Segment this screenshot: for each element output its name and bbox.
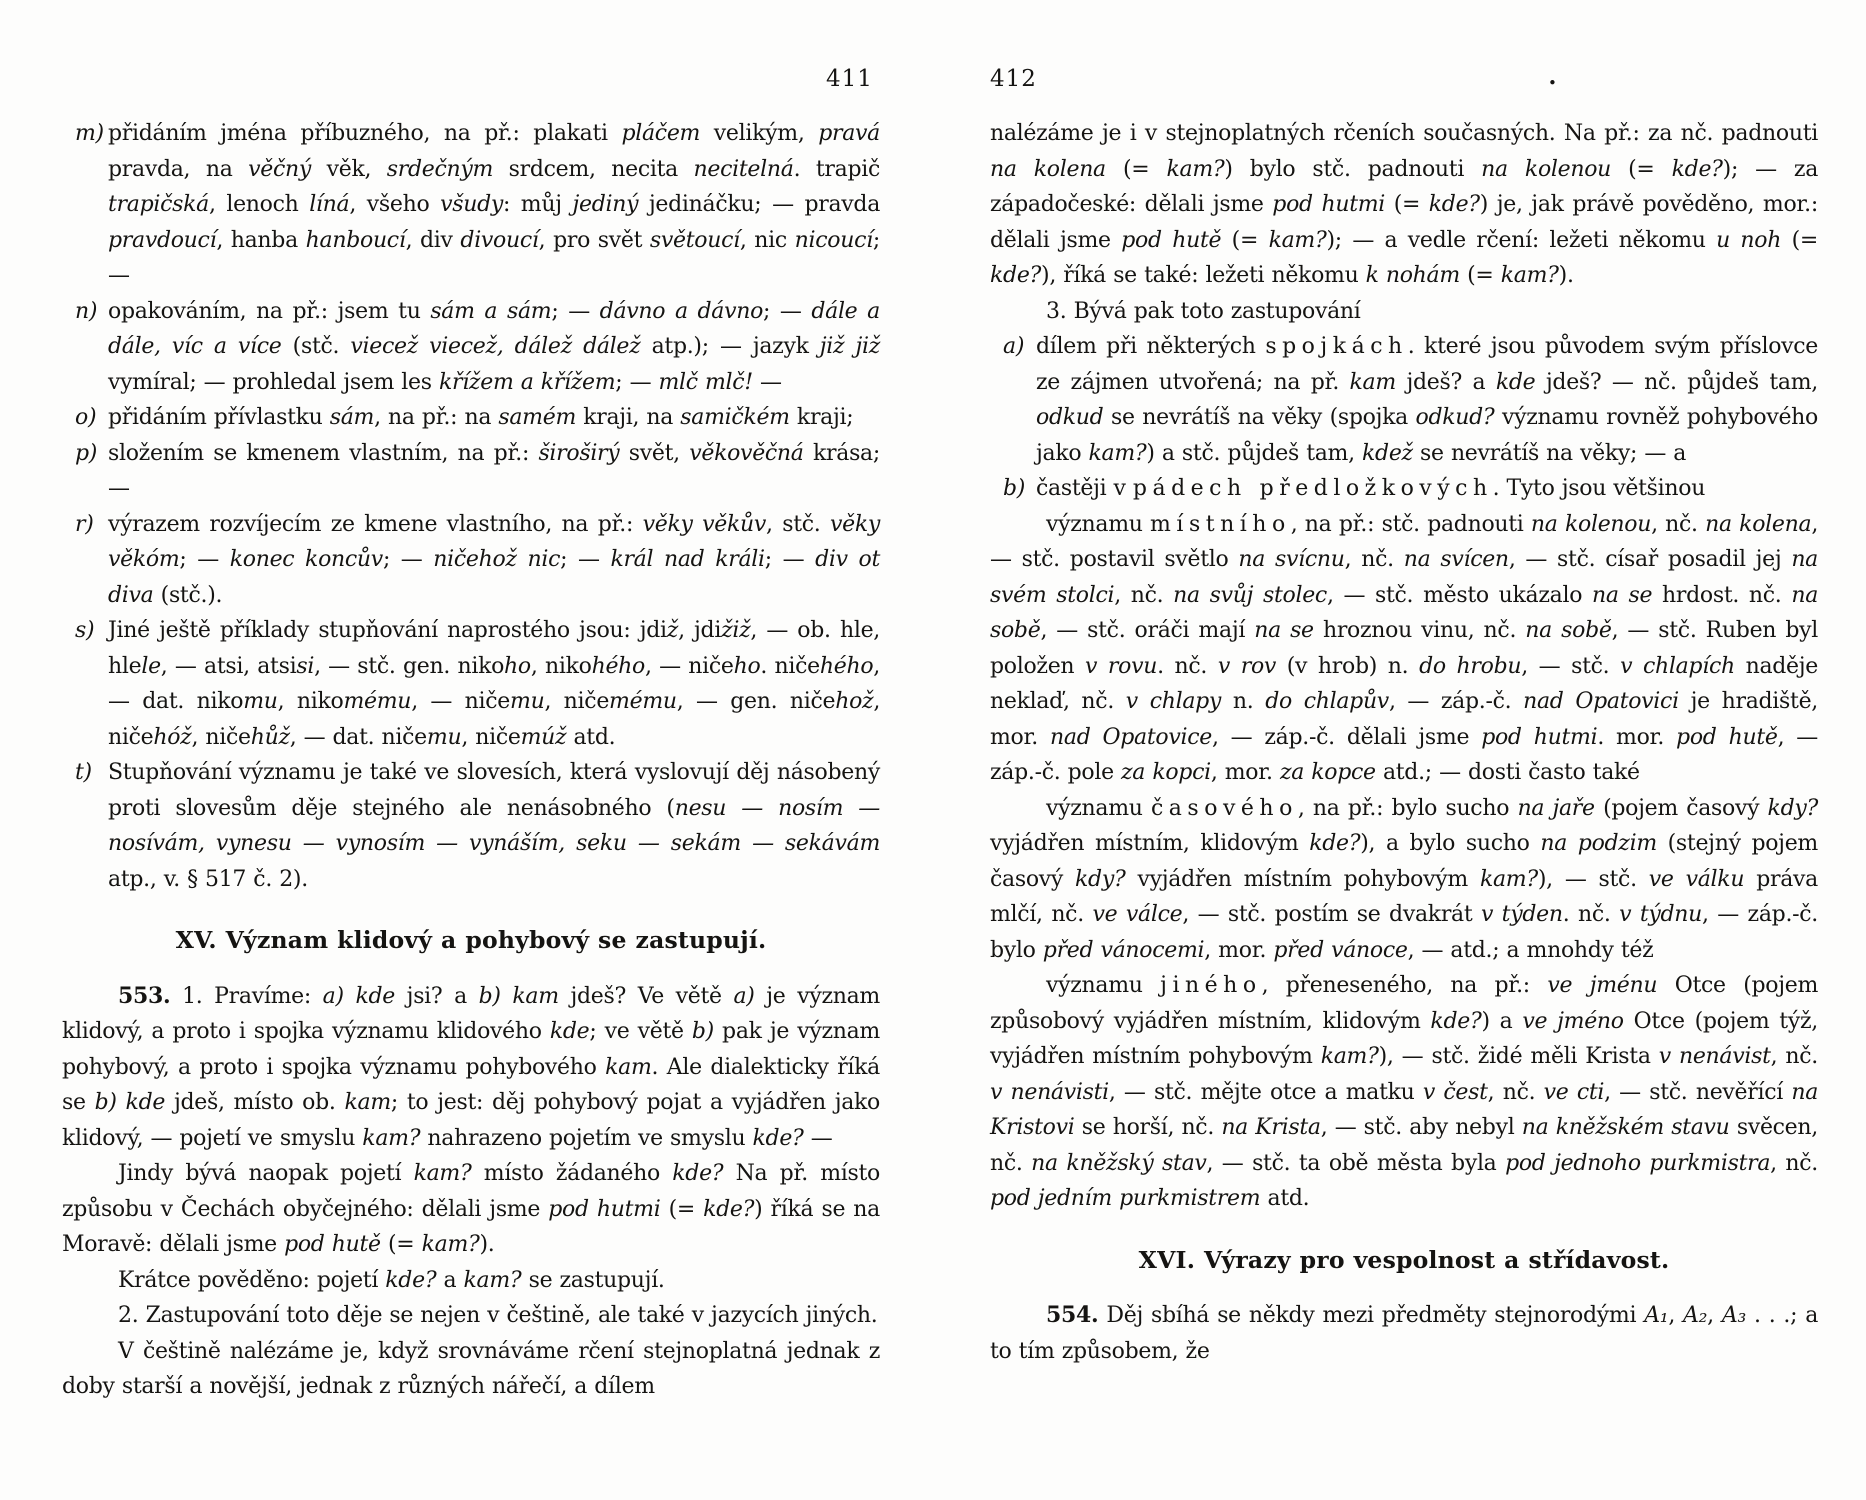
item-text: Stupňování významu je také ve slovesích, která vyslovují děj násobený proti slovesům děje stejného ale nenásobného (nesu — nosím — nosívám, vynesu — vynosím — vynáším, seku — sekám — sekávám atp., v. § 517 č. 2). [108, 760, 880, 892]
paragraph: 3. Bývá pak toto zastupování [1046, 298, 1361, 324]
item-label: a) [1003, 334, 1025, 359]
item-label: p) [75, 440, 98, 466]
section-heading: XV. Význam klidový a pohybový se zastupují. [175, 926, 767, 954]
item-text: výrazem rozvíjecím ze kmene vlastního, na př.: věky věkův, stč. věky věkóm; — konec koncův; — ničehož nic; — král nad králi; — div ot diva (stč.). [108, 511, 880, 608]
item-label: n) [75, 298, 98, 324]
item-label: t) [75, 760, 92, 785]
list-item [62, 613, 880, 755]
item-text: přidáním přívlastku sám, na př.: na samém kraji, na samičkém kraji; [108, 405, 854, 430]
list-item [990, 471, 1818, 507]
section-heading: XVI. Výrazy pro vespolnost a střídavost. [1138, 1245, 1670, 1274]
list-item [62, 436, 880, 507]
item-text: Jiné ještě příklady stupňování naprostého jsou: jdiž, jdižiž, — ob. hle, hlele, — atsi, atsisi, — stč. gen. nikoho, nikohého, — ničeho. ničehého, — dat. nikomu, nikomému, — ničemu, ničemému, — gen. ničehož, ničehóž, ničehůž, — dat. ničemu, ničemúž atd. [108, 618, 881, 750]
list-item [62, 507, 880, 614]
item-text: opakováním, na př.: jsem tu sám a sám; — dávno a dávno; — dále a dále, víc a více (stč. viecež viecež, dálež dálež atp.); — jazyk již již vymíral; — prohledal jsem les křížem a křížem; — mlč mlč! — [108, 298, 881, 395]
paragraph: V češtině nalézáme je, když srovnáváme rčení stejnoplatná jednak z doby starší a novější, jednak z různých nářečí, a dílem [62, 1338, 880, 1399]
paragraph: významu časového, na př.: bylo sucho na jaře (pojem časový kdy? vyjádřen místním, klidovým kde?), a bylo sucho na podzim (stejný pojem časový kdy? vyjádřen místním pohybovým kam?), — stč. ve válku práva mlčí, nč. ve válce, — stč. postím se dvakrát v týden. nč. v týdnu, — záp.-č. bylo před vánocemi, mor. před vánoce, — atd.; a mnohdy též [990, 795, 1818, 963]
paragraph: Krátce pověděno: pojetí kde? a kam? se zastupují. [118, 1267, 665, 1293]
item-label: s) [75, 618, 95, 643]
paragraph: 553. 1. Pravíme: a) kde jsi? a b) kam jdeš? Ve větě a) je význam klidový, a proto i spojka významu klidového kde; ve větě b) pak je význam pohybový, a proto i spojka významu pohybového kam. Ale dialekticky říká se b) kde jdeš, místo ob. kam; to jest: děj pohybový pojat a vyjádřen jako klidový, — pojetí ve smyslu kam? nahrazeno pojetím ve smyslu kde? — [62, 982, 881, 1151]
page-number-left: 411 [826, 66, 873, 92]
item-label: m) [75, 121, 104, 146]
item-label: b) [1003, 476, 1026, 501]
paragraph: Jindy bývá naopak pojetí kam? místo žádaného kde? Na př. místo způsobu v Čechách obyčejného: dělali jsme pod hutmi (= kde?) říká se na Moravě: dělali jsme pod hutě (= kam?). [62, 1161, 880, 1257]
left-page-column [62, 116, 880, 1405]
page-number-right: 412 [990, 66, 1037, 92]
paragraph: 554. Děj sbíhá se někdy mezi předměty stejnorodými A₁, A₂, A₃ . . .; a to tím způsobem, že [990, 1302, 1819, 1364]
paragraph: 2. Zastupování toto děje se nejen v češtině, ale také v jazycích jiných. [118, 1303, 878, 1328]
list-item [62, 116, 880, 294]
paragraph: významu jiného, přeneseného, na př.: ve jménu Otce (pojem způsobový vyjádřen místním, klidovým kde?) a ve jméno Otce (pojem týž, vyjádřen místním pohybovým kam?), — stč. židé měli Krista v nenávist, nč. v nenávisti, — stč. mějte otce a matku v čest, nč. ve cti, — stč. nevěřící na Kristovi se horší, nč. na Krista, — stč. aby nebyl na kněžském stavu svěcen, nč. na kněžský stav, — stč. ta obě města byla pod jednoho purkmistra, nč. pod jedním purkmistrem atd. [990, 973, 1819, 1211]
item-text: častěji v pádech předložkových. Tyto jsou většinou [1036, 476, 1706, 501]
item-text: složením se kmenem vlastním, na př.: široširý svět, věkověčná krása; — [108, 440, 880, 501]
list-item [62, 755, 880, 897]
paragraph: významu místního, na př.: stč. padnouti na kolenou, nč. na kolena, — stč. postavil světlo na svícnu, nč. na svícen, — stč. císař posadil jej na svém stolci, nč. na svůj stolec, — stč. město ukázalo na se hrdost. nč. na sobě, — stč. oráči mají na se hroznou vinu, nč. na sobě, — stč. Ruben byl položen v rovu. nč. v rov (v hrob) n. do hrobu, — stč. v chlapích naděje neklaď, nč. v chlapy n. do chlapův, — záp.-č. nad Opatovici je hradiště, mor. nad Opatovice, — záp.-č. dělali jsme pod hutmi. mor. pod hutě, — záp.-č. pole za kopci, mor. za kopce atd.; — dosti často také [990, 511, 1819, 785]
list-item [62, 400, 880, 436]
item-text: dílem při některých spojkách. které jsou původem svým příslovce ze zájmen utvořená; na př. kam jdeš? a kde jdeš? — nč. půjdeš tam, odkud se nevrátíš na věky (spojka odkud? významu rovněž pohybového jako kam?) a stč. půjdeš tam, kdež se nevrátíš na věky; — a [1036, 334, 1819, 466]
right-page-column [990, 116, 1818, 1369]
ink-dot: • [1548, 74, 1557, 92]
item-label: r) [75, 511, 94, 537]
list-item [990, 329, 1818, 471]
paragraph: nalézáme je i v stejnoplatných rčeních současných. Na př.: za nč. padnouti na kolena (= kam?) bylo stč. padnouti na kolenou (= kde?); — za západočeské: dělali jsme pod hutmi (= kde?) je, jak právě pověděno, mor.: dělali jsme pod hutě (= kam?); — a vedle rčení: ležeti někomu u noh (= kde?), říká se také: ležeti někomu k nohám (= kam?). [990, 121, 1819, 288]
item-text: přidáním jména příbuzného, na př.: plakati pláčem velikým, pravá pravda, na věčný věk, srdečným srdcem, necita necitelná. trapič trapičská, lenoch líná, všeho všudy: můj jediný jedináčku; — pravda pravdoucí, hanba hanboucí, div divoucí, pro svět světoucí, nic nicoucí; — [108, 121, 881, 288]
list-item [62, 294, 880, 401]
item-label: o) [75, 405, 97, 430]
